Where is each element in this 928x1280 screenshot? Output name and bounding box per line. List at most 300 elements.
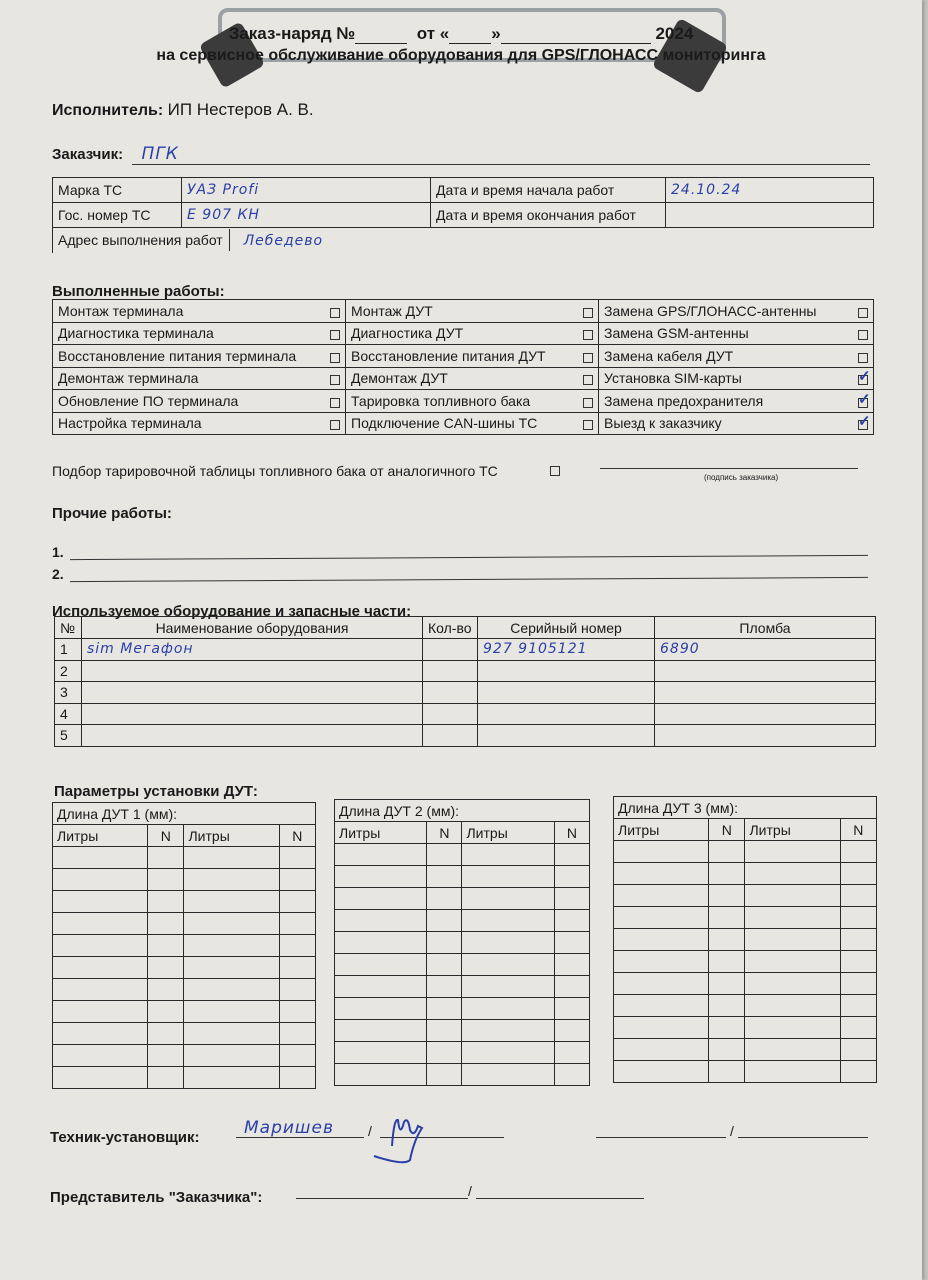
dut-cell[interactable] <box>709 863 745 885</box>
dut-cell[interactable] <box>462 888 554 910</box>
dut-cell[interactable] <box>462 1064 554 1086</box>
equipment-cell-seal[interactable] <box>655 725 876 747</box>
dut-cell[interactable] <box>709 1039 745 1061</box>
work-item-label: Замена предохранителя <box>604 392 764 409</box>
dut-table-title: Длина ДУТ 1 (мм): <box>53 803 316 825</box>
end-label: Дата и время окончания работ <box>431 203 666 228</box>
equipment-cell-seal[interactable] <box>655 682 876 704</box>
dut-column-header: N <box>427 822 462 844</box>
dut-column-header: N <box>709 819 745 841</box>
executor-label: Исполнитель: <box>52 102 164 119</box>
work-item-checkbox[interactable] <box>330 398 340 408</box>
dut-cell[interactable] <box>614 863 709 885</box>
dut-cell[interactable] <box>148 1045 184 1067</box>
work-item-checkbox[interactable] <box>858 353 868 363</box>
technician-name: Маришев <box>244 1118 334 1138</box>
dut-cell[interactable] <box>279 1067 315 1089</box>
dut-cell[interactable] <box>279 847 315 869</box>
technician-slash: / <box>368 1123 372 1139</box>
dut-cell[interactable] <box>709 995 745 1017</box>
dut-cell[interactable] <box>335 1020 427 1042</box>
dut-cell[interactable] <box>335 1064 427 1086</box>
equipment-row <box>55 703 876 725</box>
dut-cell[interactable] <box>184 935 279 957</box>
vehicle-table <box>52 177 874 253</box>
dut-row <box>614 1061 877 1083</box>
start-value: 24.10.24 <box>666 178 874 203</box>
dut-row <box>53 935 316 957</box>
equipment-header-number: № <box>55 617 82 639</box>
equipment-cell-seal[interactable]: 6890 <box>655 639 876 661</box>
work-item-checkbox[interactable] <box>330 420 340 430</box>
dut-cell[interactable] <box>614 995 709 1017</box>
dut-row <box>335 998 590 1020</box>
dut-row <box>614 995 877 1017</box>
work-item-label: Демонтаж ДУТ <box>351 370 448 387</box>
dut-cell[interactable] <box>462 976 554 998</box>
equipment-cell-qty[interactable] <box>423 660 478 682</box>
work-item-label: Диагностика терминала <box>58 325 214 342</box>
calibration-checkbox[interactable] <box>550 466 560 476</box>
dut-cell[interactable] <box>554 976 589 998</box>
equipment-cell-seal[interactable] <box>655 703 876 725</box>
dut-row <box>614 973 877 995</box>
dut-cell[interactable] <box>462 910 554 932</box>
dut-row <box>614 885 877 907</box>
equipment-cell-serial[interactable]: 927 9105121 <box>478 639 655 661</box>
dut-cell[interactable] <box>53 847 148 869</box>
work-item-checkbox[interactable] <box>583 308 593 318</box>
work-item-checkbox[interactable] <box>858 420 868 430</box>
equipment-cell-serial[interactable] <box>478 725 655 747</box>
work-item-label: Установка SIM-карты <box>604 370 742 387</box>
work-item-checkbox[interactable] <box>858 308 868 318</box>
dut-table-3 <box>613 796 877 1083</box>
dut-cell[interactable] <box>840 1039 876 1061</box>
brand-label: Марка ТС <box>53 178 182 203</box>
dut-row <box>335 954 590 976</box>
address-value: Лебедево <box>243 233 324 250</box>
dut-cell[interactable] <box>335 910 427 932</box>
dut-cell[interactable] <box>614 973 709 995</box>
dut-cell[interactable] <box>279 891 315 913</box>
dut-cell[interactable] <box>462 844 554 866</box>
dut-column-header: N <box>840 819 876 841</box>
dut-cell[interactable] <box>427 932 462 954</box>
dut-cell[interactable] <box>279 913 315 935</box>
work-item-col2-5 <box>346 390 599 413</box>
dut-row <box>614 929 877 951</box>
equipment-cell-n: 5 <box>55 725 82 747</box>
calibration-label: Подбор тарировочной таблицы топливного бака от аналогичного ТС <box>52 463 498 479</box>
dut-cell[interactable] <box>709 973 745 995</box>
equipment-title: Используемое оборудование и запасные части: <box>52 603 412 620</box>
dut-cell[interactable] <box>279 979 315 1001</box>
dut-cell[interactable] <box>614 1017 709 1039</box>
dut-cell[interactable] <box>279 869 315 891</box>
equipment-cell-name[interactable]: sim Мегафон <box>82 639 423 661</box>
dut-cell[interactable] <box>53 1001 148 1023</box>
dut-row <box>335 976 590 998</box>
dut-cell[interactable] <box>335 844 427 866</box>
equipment-cell-name[interactable] <box>82 703 423 725</box>
equipment-header-qty: Кол-во <box>423 617 478 639</box>
dut-cell[interactable] <box>279 957 315 979</box>
dut-cell[interactable] <box>745 863 840 885</box>
work-item-label: Замена GSM-антенны <box>604 325 749 342</box>
second-technician-name-line <box>596 1137 726 1138</box>
dut-table-1 <box>52 802 316 1089</box>
other-works-title: Прочие работы: <box>52 505 172 522</box>
dut-cell[interactable] <box>53 913 148 935</box>
dut-cell[interactable] <box>462 1020 554 1042</box>
dut-cell[interactable] <box>840 973 876 995</box>
work-item-checkbox[interactable] <box>583 420 593 430</box>
dut-cell[interactable] <box>614 1039 709 1061</box>
dut-cell[interactable] <box>427 998 462 1020</box>
dut-cell[interactable] <box>840 929 876 951</box>
work-item-col3-5 <box>599 390 874 413</box>
dut-row <box>53 913 316 935</box>
dut-cell[interactable] <box>840 885 876 907</box>
equipment-row <box>55 639 876 661</box>
work-item-checkbox[interactable] <box>330 353 340 363</box>
dut-cell[interactable] <box>745 1017 840 1039</box>
work-item-col3-6 <box>599 412 874 435</box>
dut-cell[interactable] <box>184 891 279 913</box>
dut-cell[interactable] <box>709 1061 745 1083</box>
equipment-cell-n: 4 <box>55 703 82 725</box>
customer-rep-name-line <box>296 1198 468 1199</box>
other-work-item-2: 2. <box>52 566 64 582</box>
customer-signature-line <box>600 468 858 469</box>
equipment-cell-seal[interactable] <box>655 660 876 682</box>
dut-column-header: Литры <box>335 822 427 844</box>
dut-row <box>53 891 316 913</box>
work-item-col1-5 <box>53 390 346 413</box>
work-item-checkbox[interactable] <box>583 330 593 340</box>
equipment-cell-qty[interactable] <box>423 639 478 661</box>
dut-cell[interactable] <box>840 995 876 1017</box>
executor-value: ИП Нестеров А. В. <box>167 100 314 119</box>
dut-cell[interactable] <box>184 1023 279 1045</box>
dut-cell[interactable] <box>745 885 840 907</box>
dut-cell[interactable] <box>840 1017 876 1039</box>
dut-row <box>335 1064 590 1086</box>
dut-row <box>335 866 590 888</box>
dut-row <box>614 1017 877 1039</box>
work-item-col3-3 <box>599 345 874 368</box>
dut-cell[interactable] <box>184 847 279 869</box>
other-work-line-1[interactable] <box>70 555 868 560</box>
dut-cell[interactable] <box>184 913 279 935</box>
dut-cell[interactable] <box>745 1039 840 1061</box>
page-title: Заказ-наряд № от « » 2024 <box>228 24 694 43</box>
equipment-cell-qty[interactable] <box>423 725 478 747</box>
start-label: Дата и время начала работ <box>431 178 666 203</box>
work-item-label: Обновление ПО терминала <box>58 392 239 409</box>
dut-cell[interactable] <box>279 1001 315 1023</box>
work-item-checkbox[interactable] <box>858 330 868 340</box>
dut-cell[interactable] <box>840 841 876 863</box>
work-item-checkbox[interactable] <box>330 308 340 318</box>
dut-cell[interactable] <box>184 869 279 891</box>
equipment-cell-qty[interactable] <box>423 682 478 704</box>
dut-cell[interactable] <box>427 1042 462 1064</box>
dut-row <box>335 910 590 932</box>
dut-cell[interactable] <box>554 866 589 888</box>
technician-label: Техник-установщик: <box>50 1129 200 1146</box>
work-item-label: Замена GPS/ГЛОНАСС-антенны <box>604 302 817 319</box>
technician-signature <box>364 1108 444 1170</box>
dut-cell[interactable] <box>53 957 148 979</box>
work-item-col3-4 <box>599 367 874 390</box>
dut-cell[interactable] <box>840 1061 876 1083</box>
dut-cell[interactable] <box>148 935 184 957</box>
dut-column-header: N <box>279 825 315 847</box>
dut-cell[interactable] <box>709 907 745 929</box>
equipment-header-name: Наименование оборудования <box>82 617 423 639</box>
customer-rep-slash: / <box>468 1183 472 1199</box>
equipment-header-serial: Серийный номер <box>478 617 655 639</box>
dut-cell[interactable] <box>148 891 184 913</box>
dut-cell[interactable] <box>745 951 840 973</box>
dut-cell[interactable] <box>427 888 462 910</box>
work-item-label: Настройка терминала <box>58 415 202 432</box>
work-item-checkbox[interactable] <box>330 375 340 385</box>
equipment-cell-name[interactable] <box>82 725 423 747</box>
dut-cell[interactable] <box>614 841 709 863</box>
dut-table-title: Длина ДУТ 3 (мм): <box>614 797 877 819</box>
dut-cell[interactable] <box>745 929 840 951</box>
work-item-col2-6 <box>346 412 599 435</box>
dut-cell[interactable] <box>148 913 184 935</box>
dut-cell[interactable] <box>184 979 279 1001</box>
dut-cell[interactable] <box>335 932 427 954</box>
dut-cell[interactable] <box>614 907 709 929</box>
work-item-label: Подключение CAN-шины ТС <box>351 415 538 432</box>
dut-cell[interactable] <box>554 1064 589 1086</box>
dut-column-header: N <box>148 825 184 847</box>
work-item-col1-2 <box>53 322 346 345</box>
equipment-cell-n: 1 <box>55 639 82 661</box>
dut-row <box>335 888 590 910</box>
dut-table-title: Длина ДУТ 2 (мм): <box>335 800 590 822</box>
equipment-row <box>55 725 876 747</box>
dut-cell[interactable] <box>335 866 427 888</box>
work-item-checkbox[interactable] <box>858 398 868 408</box>
dut-table-2 <box>334 799 590 1086</box>
dut-cell[interactable] <box>53 1067 148 1089</box>
dut-row <box>53 957 316 979</box>
calibration-row <box>52 461 560 479</box>
dut-cell[interactable] <box>709 929 745 951</box>
equipment-cell-name[interactable] <box>82 660 423 682</box>
dut-cell[interactable] <box>840 907 876 929</box>
second-technician-signature-line <box>738 1137 868 1138</box>
dut-cell[interactable] <box>184 1067 279 1089</box>
dut-cell[interactable] <box>462 866 554 888</box>
dut-cell[interactable] <box>427 910 462 932</box>
dut-cell[interactable] <box>554 998 589 1020</box>
dut-cell[interactable] <box>53 891 148 913</box>
dut-cell[interactable] <box>279 1023 315 1045</box>
work-item-col2-4 <box>346 367 599 390</box>
dut-cell[interactable] <box>427 1020 462 1042</box>
dut-cell[interactable] <box>462 998 554 1020</box>
address-label: Адрес выполнения работ <box>58 229 230 251</box>
dut-cell[interactable] <box>554 954 589 976</box>
dut-cell[interactable] <box>335 1042 427 1064</box>
equipment-cell-serial[interactable] <box>478 703 655 725</box>
end-value <box>666 203 874 228</box>
dut-cell[interactable] <box>840 951 876 973</box>
dut-cell[interactable] <box>554 932 589 954</box>
dut-column-header: Литры <box>53 825 148 847</box>
dut-row <box>53 1067 316 1089</box>
customer-row <box>52 144 179 164</box>
dut-row <box>53 1045 316 1067</box>
dut-cell[interactable] <box>53 869 148 891</box>
works-title: Выполненные работы: <box>52 283 225 300</box>
dut-cell[interactable] <box>148 979 184 1001</box>
dut-cell[interactable] <box>184 1045 279 1067</box>
dut-cell[interactable] <box>554 844 589 866</box>
equipment-cell-qty[interactable] <box>423 703 478 725</box>
equipment-cell-serial[interactable] <box>478 682 655 704</box>
work-item-label: Выезд к заказчику <box>604 415 722 432</box>
dut-cell[interactable] <box>335 998 427 1020</box>
equipment-cell-name[interactable] <box>82 682 423 704</box>
dut-cell[interactable] <box>335 888 427 910</box>
dut-row <box>614 863 877 885</box>
customer-underline <box>132 164 870 165</box>
dut-cell[interactable] <box>614 951 709 973</box>
dut-column-header: N <box>554 822 589 844</box>
equipment-cell-n: 3 <box>55 682 82 704</box>
dut-row <box>53 1001 316 1023</box>
dut-cell[interactable] <box>745 973 840 995</box>
work-item-label: Тарировка топливного бака <box>351 392 531 409</box>
dut-cell[interactable] <box>184 957 279 979</box>
technician-name-line <box>236 1137 364 1138</box>
dut-cell[interactable] <box>745 995 840 1017</box>
dut-column-header: Литры <box>462 822 554 844</box>
work-item-checkbox[interactable] <box>583 375 593 385</box>
page-subtitle: на сервисное обслуживание оборудования для GPS/ГЛОНАСС мониторинга <box>156 47 766 64</box>
work-item-col1-1 <box>53 300 346 323</box>
dut-cell[interactable] <box>709 1017 745 1039</box>
executor-row <box>52 100 314 120</box>
dut-cell[interactable] <box>462 1042 554 1064</box>
dut-cell[interactable] <box>462 954 554 976</box>
dut-cell[interactable] <box>148 1001 184 1023</box>
work-item-label: Восстановление питания терминала <box>58 347 297 364</box>
dut-cell[interactable] <box>745 1061 840 1083</box>
dut-cell[interactable] <box>427 1064 462 1086</box>
customer-rep-signature-line <box>476 1198 644 1199</box>
plate-label: Гос. номер ТС <box>53 203 182 228</box>
equipment-table <box>54 616 876 747</box>
work-item-col3-1 <box>599 300 874 323</box>
equipment-cell-serial[interactable] <box>478 660 655 682</box>
work-item-col2-3 <box>346 345 599 368</box>
work-item-col3-2 <box>599 322 874 345</box>
dut-cell[interactable] <box>614 885 709 907</box>
dut-cell[interactable] <box>148 957 184 979</box>
work-item-col1-6 <box>53 412 346 435</box>
dut-cell[interactable] <box>709 841 745 863</box>
dut-row <box>53 1023 316 1045</box>
dut-cell[interactable] <box>554 1020 589 1042</box>
equipment-cell-n: 2 <box>55 660 82 682</box>
dut-cell[interactable] <box>427 844 462 866</box>
dut-row <box>335 932 590 954</box>
dut-cell[interactable] <box>184 1001 279 1023</box>
dut-cell[interactable] <box>840 863 876 885</box>
dut-cell[interactable] <box>148 1023 184 1045</box>
dut-cell[interactable] <box>427 954 462 976</box>
dut-cell[interactable] <box>53 1045 148 1067</box>
dut-cell[interactable] <box>614 929 709 951</box>
work-item-label: Диагностика ДУТ <box>351 325 464 342</box>
work-item-col1-4 <box>53 367 346 390</box>
dut-cell[interactable] <box>427 976 462 998</box>
works-table <box>52 299 874 435</box>
dut-row <box>335 1042 590 1064</box>
equipment-row <box>55 682 876 704</box>
work-item-checkbox[interactable] <box>330 330 340 340</box>
dut-cell[interactable] <box>709 951 745 973</box>
other-work-line-2[interactable] <box>70 577 868 582</box>
dut-row <box>53 979 316 1001</box>
equipment-header-seal: Пломба <box>655 617 876 639</box>
dut-cell[interactable] <box>148 869 184 891</box>
dut-cell[interactable] <box>148 1067 184 1089</box>
dut-cell[interactable] <box>53 979 148 1001</box>
dut-cell[interactable] <box>53 935 148 957</box>
work-item-col2-1 <box>346 300 599 323</box>
dut-cell[interactable] <box>53 1023 148 1045</box>
dut-cell[interactable] <box>279 1045 315 1067</box>
dut-cell[interactable] <box>335 976 427 998</box>
dut-cell[interactable] <box>462 932 554 954</box>
work-item-checkbox[interactable] <box>858 375 868 385</box>
dut-cell[interactable] <box>554 910 589 932</box>
dut-cell[interactable] <box>554 888 589 910</box>
work-item-checkbox[interactable] <box>583 353 593 363</box>
dut-row <box>614 907 877 929</box>
dut-cell[interactable] <box>614 1061 709 1083</box>
dut-row <box>53 847 316 869</box>
dut-cell[interactable] <box>335 954 427 976</box>
dut-title: Параметры установки ДУТ: <box>54 783 258 800</box>
dut-cell[interactable] <box>745 907 840 929</box>
dut-column-header: Литры <box>614 819 709 841</box>
customer-value: ПГК <box>141 144 179 164</box>
second-slash: / <box>730 1123 734 1139</box>
work-item-checkbox[interactable] <box>583 398 593 408</box>
dut-cell[interactable] <box>554 1042 589 1064</box>
work-item-label: Замена кабеля ДУТ <box>604 347 734 364</box>
dut-cell[interactable] <box>148 847 184 869</box>
dut-cell[interactable] <box>709 885 745 907</box>
dut-cell[interactable] <box>745 841 840 863</box>
work-item-col1-3 <box>53 345 346 368</box>
work-item-col2-2 <box>346 322 599 345</box>
dut-cell[interactable] <box>279 935 315 957</box>
dut-cell[interactable] <box>427 866 462 888</box>
